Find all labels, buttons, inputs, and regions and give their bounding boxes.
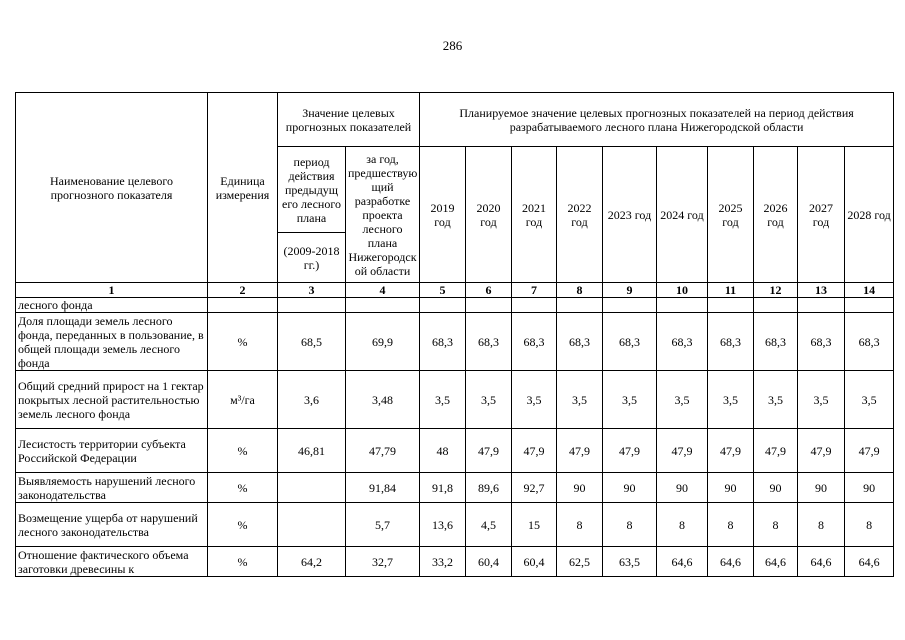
indicator-value: 90 [754, 473, 798, 503]
column-number: 4 [346, 283, 420, 298]
header-prev-period-years: (2009-2018 гг.) [278, 233, 346, 283]
indicator-value: 68,3 [754, 313, 798, 371]
indicator-value: 91,84 [346, 473, 420, 503]
indicator-value: 3,5 [657, 371, 708, 429]
header-year: 2024 год [657, 147, 708, 283]
table-row [16, 371, 894, 429]
indicator-value: 3,5 [512, 371, 557, 429]
header-year-before: за год, предшествую щий разработке проекта лесного плана Нижегородск ой области [346, 147, 420, 283]
indicator-value: 3,5 [603, 371, 657, 429]
table-row [16, 298, 894, 313]
indicator-value: 64,6 [798, 547, 845, 577]
indicator-unit: м³/га [208, 371, 278, 429]
indicator-value [708, 298, 754, 313]
indicator-value [420, 298, 466, 313]
indicator-value [278, 473, 346, 503]
indicator-value: 68,3 [845, 313, 894, 371]
table-row [16, 313, 894, 371]
indicator-value: 68,3 [512, 313, 557, 371]
indicator-value: 3,5 [420, 371, 466, 429]
indicator-value: 90 [657, 473, 708, 503]
column-number: 12 [754, 283, 798, 298]
table-row [16, 503, 894, 547]
indicator-value: 8 [845, 503, 894, 547]
indicator-value: 62,5 [557, 547, 603, 577]
table-row [16, 473, 894, 503]
indicator-value: 47,9 [466, 429, 512, 473]
indicator-value [557, 298, 603, 313]
indicator-value: 47,9 [512, 429, 557, 473]
indicator-value: 68,3 [420, 313, 466, 371]
indicator-value: 68,3 [557, 313, 603, 371]
indicator-value: 3,5 [466, 371, 512, 429]
indicator-value: 90 [708, 473, 754, 503]
indicator-value: 68,3 [657, 313, 708, 371]
header-year: 2027 год [798, 147, 845, 283]
indicator-value: 69,9 [346, 313, 420, 371]
indicator-value: 64,6 [754, 547, 798, 577]
header-year: 2025 год [708, 147, 754, 283]
indicator-value: 3,5 [798, 371, 845, 429]
indicator-value: 47,79 [346, 429, 420, 473]
indicator-name: лесного фонда [16, 298, 208, 313]
header-year: 2022 год [557, 147, 603, 283]
target-indicators-table [15, 92, 894, 577]
header-prev-period: период действия предыдущ его лесного плана [278, 147, 346, 233]
indicator-name: Возмещение ущерба от нарушений лесного законодательства [16, 503, 208, 547]
indicator-value: 90 [603, 473, 657, 503]
indicator-value: 48 [420, 429, 466, 473]
column-number: 2 [208, 283, 278, 298]
indicator-value: 47,9 [603, 429, 657, 473]
indicator-value: 8 [754, 503, 798, 547]
indicator-name: Выявляемость нарушений лесного законодательства [16, 473, 208, 503]
column-number: 1 [16, 283, 208, 298]
indicator-unit: % [208, 313, 278, 371]
column-number: 6 [466, 283, 512, 298]
page-number: 286 [442, 38, 463, 53]
indicator-value [798, 298, 845, 313]
indicator-value: 47,9 [557, 429, 603, 473]
header-year: 2023 год [603, 147, 657, 283]
column-number-row [16, 283, 894, 298]
indicator-value: 3,5 [708, 371, 754, 429]
indicator-value [754, 298, 798, 313]
indicator-value: 15 [512, 503, 557, 547]
indicator-value: 68,3 [798, 313, 845, 371]
indicator-value [657, 298, 708, 313]
indicator-value: 4,5 [466, 503, 512, 547]
header-year: 2020 год [466, 147, 512, 283]
indicator-value: 47,9 [657, 429, 708, 473]
table-row [16, 547, 894, 577]
indicator-unit: % [208, 547, 278, 577]
column-number: 10 [657, 283, 708, 298]
header-year: 2021 год [512, 147, 557, 283]
column-number: 11 [708, 283, 754, 298]
column-number: 8 [557, 283, 603, 298]
indicator-unit: % [208, 503, 278, 547]
indicator-value: 3,6 [278, 371, 346, 429]
indicator-value: 89,6 [466, 473, 512, 503]
indicator-value: 68,3 [466, 313, 512, 371]
indicator-value [278, 503, 346, 547]
indicator-value: 3,5 [845, 371, 894, 429]
indicator-value: 92,7 [512, 473, 557, 503]
column-number: 3 [278, 283, 346, 298]
indicator-value: 60,4 [466, 547, 512, 577]
indicator-value: 47,9 [754, 429, 798, 473]
indicator-value [512, 298, 557, 313]
indicator-value: 91,8 [420, 473, 466, 503]
indicator-value: 90 [845, 473, 894, 503]
indicator-name: Отношение фактического объема заготовки древесины к [16, 547, 208, 577]
column-number: 14 [845, 283, 894, 298]
indicator-value: 8 [603, 503, 657, 547]
header-year: 2019 год [420, 147, 466, 283]
indicator-unit [208, 298, 278, 313]
indicator-value [346, 298, 420, 313]
indicator-name: Лесистость территории субъекта Российской Федерации [16, 429, 208, 473]
indicator-value [278, 298, 346, 313]
indicator-value: 8 [557, 503, 603, 547]
indicator-value [845, 298, 894, 313]
column-number: 13 [798, 283, 845, 298]
indicator-value: 46,81 [278, 429, 346, 473]
indicator-value: 64,6 [845, 547, 894, 577]
indicator-value: 3,5 [754, 371, 798, 429]
indicator-value [466, 298, 512, 313]
indicator-name: Общий средний прирост на 1 гектар покрытых лесной растительностью земель лесного фонда [16, 371, 208, 429]
indicator-unit: % [208, 473, 278, 503]
indicator-value: 64,2 [278, 547, 346, 577]
indicator-value: 5,7 [346, 503, 420, 547]
indicator-value: 68,3 [708, 313, 754, 371]
indicator-value: 3,5 [557, 371, 603, 429]
header-target-values: Значение целевых прогнозных показателей [278, 93, 420, 147]
indicator-value [603, 298, 657, 313]
indicator-value: 32,7 [346, 547, 420, 577]
header-planned: Планируемое значение целевых прогнозных показателей на период действия разрабатываемого лесного плана Нижегородской области [420, 93, 894, 147]
indicator-value: 3,48 [346, 371, 420, 429]
indicator-value: 68,5 [278, 313, 346, 371]
indicator-value: 47,9 [708, 429, 754, 473]
indicator-value: 60,4 [512, 547, 557, 577]
indicator-value: 8 [708, 503, 754, 547]
indicator-value: 63,5 [603, 547, 657, 577]
header-unit: Единица измерения [208, 93, 278, 283]
indicator-value: 64,6 [657, 547, 708, 577]
column-number: 9 [603, 283, 657, 298]
header-name: Наименование целевого прогнозного показателя [16, 93, 208, 283]
indicator-value: 68,3 [603, 313, 657, 371]
indicator-value: 8 [657, 503, 708, 547]
column-number: 5 [420, 283, 466, 298]
table-row [16, 429, 894, 473]
indicator-value: 47,9 [798, 429, 845, 473]
indicator-value: 90 [798, 473, 845, 503]
indicator-value: 64,6 [708, 547, 754, 577]
indicator-value: 8 [798, 503, 845, 547]
indicator-value: 90 [557, 473, 603, 503]
indicator-name: Доля площади земель лесного фонда, переданных в пользование, в общей площади земель лесного фонда [16, 313, 208, 371]
indicator-value: 47,9 [845, 429, 894, 473]
header-year: 2028 год [845, 147, 894, 283]
header-year: 2026 год [754, 147, 798, 283]
indicator-unit: % [208, 429, 278, 473]
indicator-value: 33,2 [420, 547, 466, 577]
indicator-value: 13,6 [420, 503, 466, 547]
column-number: 7 [512, 283, 557, 298]
